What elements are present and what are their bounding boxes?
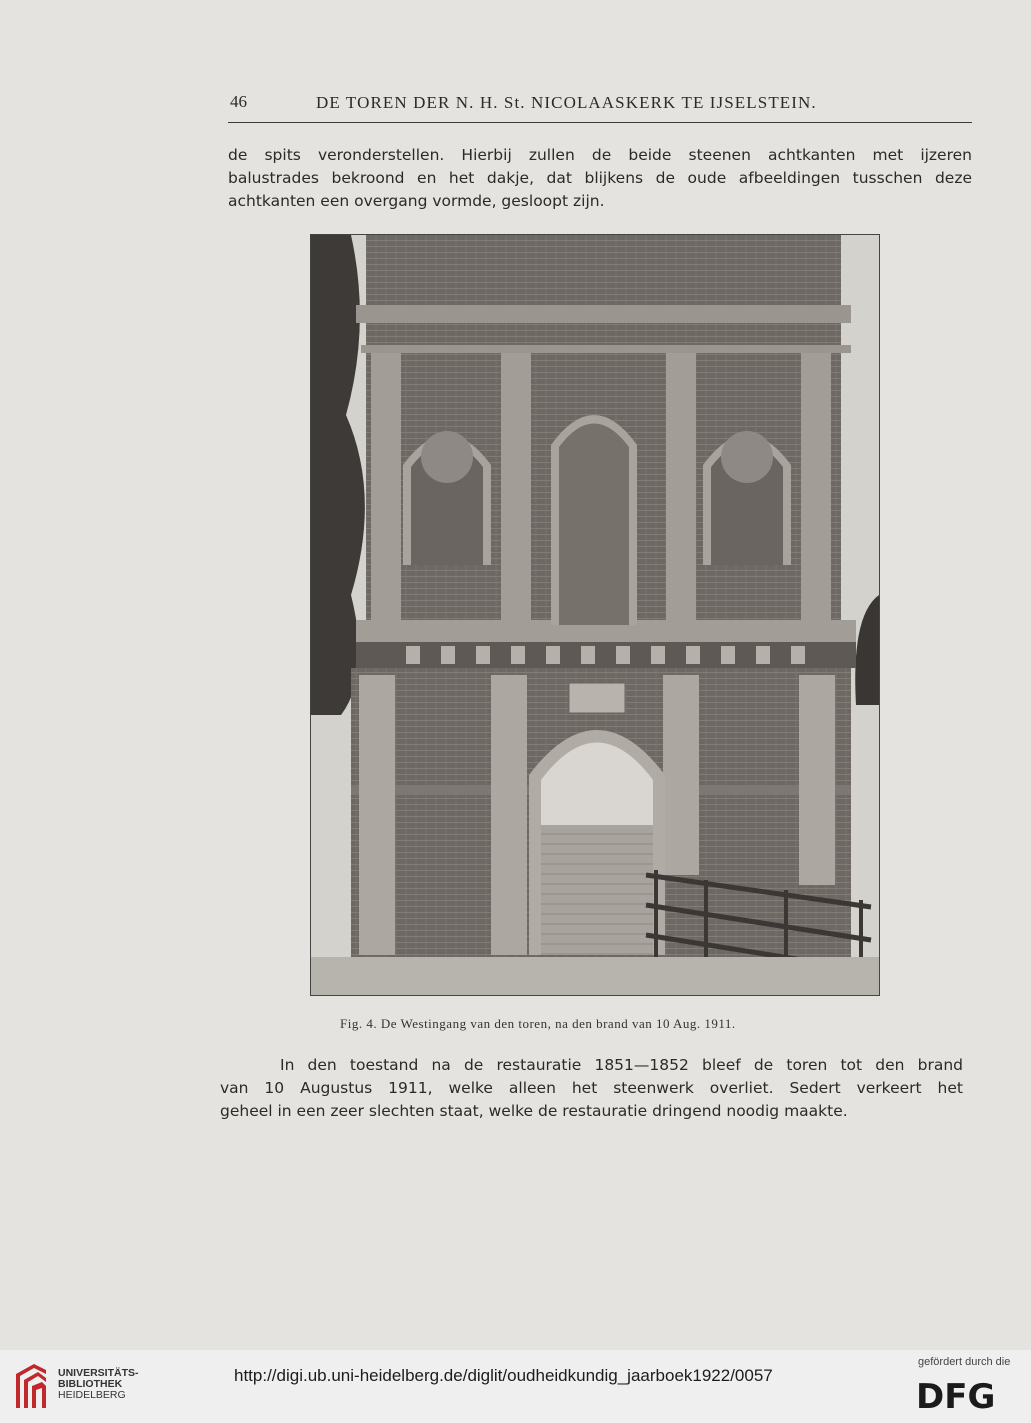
body-paragraph bbox=[220, 1054, 963, 1123]
text-line: de spits veronderstellen. Hierbij zullen de beide steenen achtkanten met ijzeren bbox=[228, 146, 972, 164]
funded-by-label: gefördert durch die bbox=[918, 1356, 1011, 1368]
figure-caption: Fig. 4. De Westingang van den toren, na den brand van 10 Aug. 1911. bbox=[340, 1016, 736, 1031]
library-name bbox=[58, 1368, 139, 1401]
library-name-line: UNIVERSITÄTS- bbox=[58, 1367, 139, 1379]
source-url-link[interactable]: http://digi.ub.uni-heidelberg.de/diglit/oudheidkundig_jaarboek1922/0057 bbox=[234, 1366, 773, 1385]
running-head bbox=[228, 90, 972, 120]
library-name-line: HEIDELBERG bbox=[58, 1389, 126, 1401]
library-name-line: BIBLIOTHEK bbox=[58, 1378, 123, 1390]
tower-photograph bbox=[310, 234, 880, 996]
page-number: 46 bbox=[230, 92, 247, 111]
viewer-footer bbox=[0, 1350, 1031, 1423]
running-title: DE TOREN DER N. H. St. NICOLAASKERK TE IJSELSTEIN. bbox=[316, 93, 817, 112]
dfg-logo-icon bbox=[916, 1374, 1016, 1414]
text-line: geheel in een zeer slechten staat, welke de restauratie dringend noodig maakte. bbox=[220, 1102, 848, 1120]
text-line: In den toestand na de restauratie 1851—1852 bleef de toren tot den brand bbox=[280, 1056, 963, 1074]
text-line: achtkanten een overgang vormde, gesloopt zijn. bbox=[228, 192, 605, 210]
text-line: balustrades bekroond en het dakje, dat blijkens de oude afbeeldingen tusschen deze bbox=[228, 169, 972, 187]
text-line: van 10 Augustus 1911, welke alleen het steenwerk overliet. Sedert verkeert het bbox=[220, 1079, 963, 1097]
intro-paragraph bbox=[228, 144, 972, 213]
header-rule bbox=[228, 122, 972, 123]
library-logo-icon bbox=[12, 1360, 50, 1412]
dfg-logo-text: DFG bbox=[916, 1377, 996, 1414]
